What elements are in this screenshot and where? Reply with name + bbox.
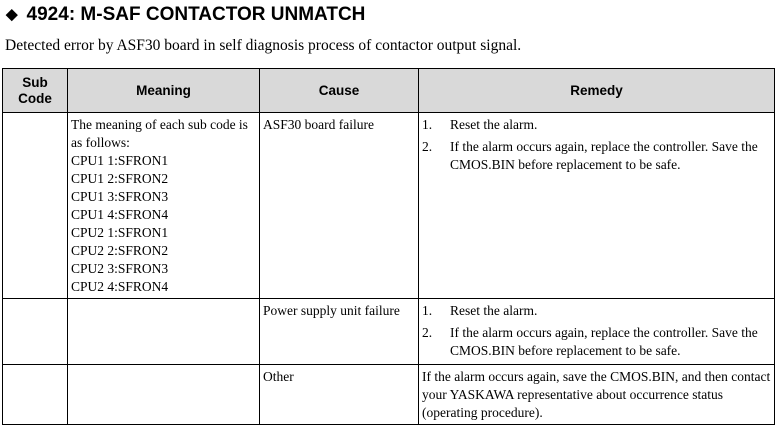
- header-meaning: Meaning: [68, 69, 260, 113]
- cause-cell: Other: [260, 365, 419, 425]
- remedy-step: [422, 302, 771, 320]
- remedy-steps: [422, 116, 771, 174]
- remedy-step: [422, 116, 771, 134]
- header-sub-code-line1: Sub: [22, 74, 48, 90]
- cause-cell: Power supply unit failure: [260, 299, 419, 365]
- header-cause: Cause: [260, 69, 419, 113]
- table-row: [3, 113, 775, 299]
- remedy-cell: If the alarm occurs again, save the CMOS.BIN, and then contact your YASKAWA representative about occurrence status (operating procedure).: [419, 365, 775, 425]
- meaning-cell: [68, 299, 260, 365]
- remedy-steps: [422, 302, 771, 360]
- sub-code-cell: [3, 299, 68, 365]
- meaning-item: CPU1 3:SFRON3: [71, 189, 169, 204]
- header-sub-code-line2: Code: [18, 90, 52, 106]
- alarm-title-text: 4924: M-SAF CONTACTOR UNMATCH: [26, 4, 366, 25]
- alarm-title: [6, 3, 365, 28]
- table-row: [3, 299, 775, 365]
- sub-code-cell: [3, 365, 68, 425]
- remedy-step-text: Reset the alarm.: [450, 117, 538, 132]
- diamond-bullet-icon: ◆: [6, 6, 18, 23]
- remedy-step-number: 1.: [422, 303, 433, 318]
- remedy-step-number: 1.: [422, 117, 433, 132]
- sub-code-cell: [3, 113, 68, 299]
- remedy-step-number: 2.: [422, 325, 433, 340]
- meaning-cell: [68, 365, 260, 425]
- meaning-intro: The meaning of each sub code is as follows:: [71, 117, 248, 150]
- table-header-row: [3, 69, 775, 113]
- table-row: [3, 365, 775, 425]
- meaning-item: CPU1 4:SFRON4: [71, 207, 169, 222]
- meaning-item: CPU2 3:SFRON3: [71, 261, 169, 276]
- remedy-step: [422, 138, 771, 174]
- remedy-cell: [419, 113, 775, 299]
- remedy-step-text: If the alarm occurs again, replace the controller. Save the CMOS.BIN before replacement to be safe.: [450, 325, 758, 358]
- meaning-item: CPU2 1:SFRON1: [71, 225, 169, 240]
- alarm-description: Detected error by ASF30 board in self diagnosis process of contactor output signal.: [5, 37, 522, 54]
- meaning-item: CPU2 2:SFRON2: [71, 243, 169, 258]
- meaning-cell: [68, 113, 260, 299]
- cause-cell: ASF30 board failure: [260, 113, 419, 299]
- remedy-step-text: If the alarm occurs again, replace the controller. Save the CMOS.BIN before replacement to be safe.: [450, 139, 758, 172]
- header-sub-code: [3, 69, 68, 113]
- meaning-item: CPU1 2:SFRON2: [71, 171, 169, 186]
- remedy-step-number: 2.: [422, 139, 433, 154]
- remedy-step-text: Reset the alarm.: [450, 303, 538, 318]
- meaning-item: CPU1 1:SFRON1: [71, 153, 169, 168]
- alarm-table: [2, 68, 775, 425]
- remedy-cell: [419, 299, 775, 365]
- remedy-step: [422, 324, 771, 360]
- meaning-item: CPU2 4:SFRON4: [71, 279, 169, 294]
- header-remedy: Remedy: [419, 69, 775, 113]
